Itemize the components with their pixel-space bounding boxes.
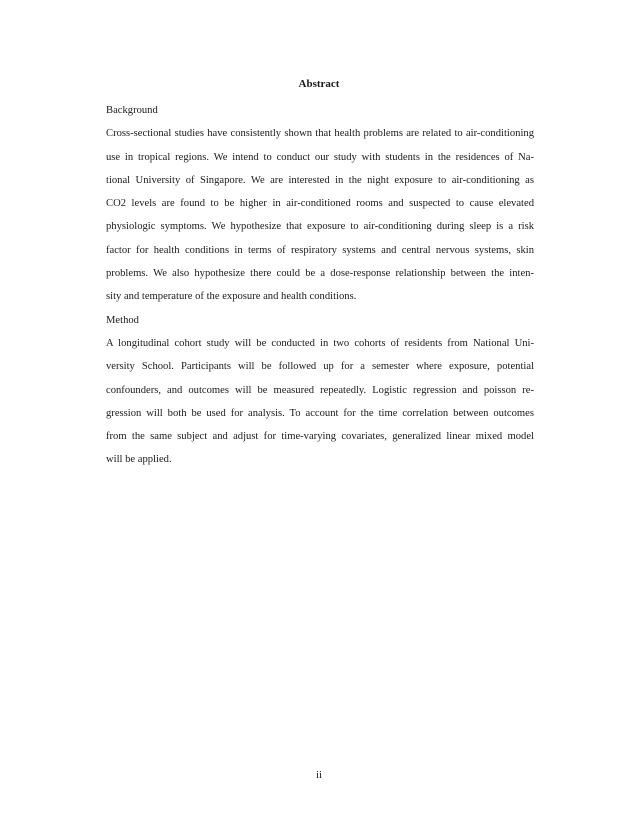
method-line: versity School. Participants will be followed up for a semester where exposure, potential — [106, 361, 534, 373]
background-line: Cross-sectional studies have consistently shown that health problems are related to air-conditioning — [106, 128, 534, 140]
page-number: ii — [315, 769, 323, 781]
method-line: confounders, and outcomes will be measured repeatedly. Logistic regression and poisson re- — [106, 384, 534, 396]
background-line: physiologic symptoms. We hypothesize that exposure to air-conditioning during sleep is a risk — [106, 221, 534, 233]
background-line: use in tropical regions. We intend to conduct our study with students in the residences of Na- — [106, 151, 534, 163]
method-line: will be applied. — [106, 454, 172, 466]
method-heading: Method — [106, 314, 139, 326]
abstract-title: Abstract — [298, 78, 340, 90]
method-line: from the same subject and adjust for time-varying covariates, generalized linear mixed model — [106, 431, 534, 443]
background-line: problems. We also hypothesize there could be a dose-response relationship between the inten- — [106, 268, 534, 280]
background-line: CO2 levels are found to be higher in air-conditioned rooms and suspected to cause elevated — [106, 198, 534, 210]
method-line: gression will both be used for analysis. To account for the time correlation between outcomes — [106, 407, 534, 419]
background-line: sity and temperature of the exposure and health conditions. — [106, 291, 357, 303]
abstract-body — [106, 99, 534, 472]
background-heading: Background — [106, 105, 158, 116]
background-line: factor for health conditions in terms of respiratory systems and central nervous systems, skin — [106, 244, 534, 256]
method-line: A longitudinal cohort study will be conducted in two cohorts of residents from National Uni- — [106, 337, 534, 349]
background-line: tional University of Singapore. We are interested in the night exposure to air-conditioning as — [106, 174, 534, 186]
